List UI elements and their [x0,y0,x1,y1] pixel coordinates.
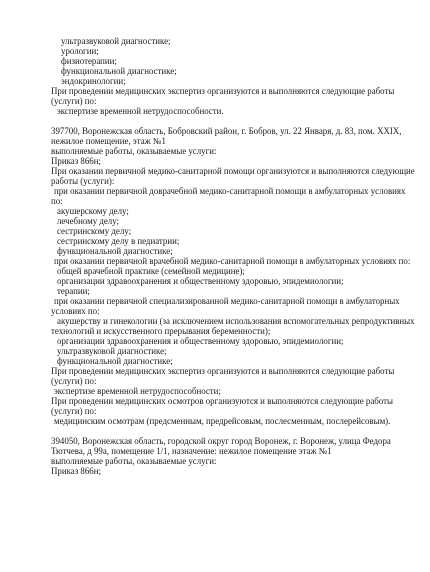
text-line: организации здравоохранения и общественному здоровью, эпидемиологии; [57,336,344,346]
text-line: сестринскому делу в педиатрии; [57,236,180,246]
text-line: 397700, Воронежская область, Бобровский район, г. Бобров, ул. 22 Января, д. 83, пом. XXIX, [51,126,402,136]
text-line: сестринскому делу; [57,226,132,236]
text-line: физиотерапии; [61,56,117,66]
text-line: акушерству и гинекологии (за исключением использования вспомогательных репродуктивных [57,316,415,326]
text-line: при оказании первичной доврачебной медико-санитарной помощи в амбулаторных условиях [54,186,406,196]
text-line: Приказ 866н; [51,466,101,476]
text-line: При оказании первичной медико-санитарной помощи организуются и выполняются следующие [51,166,415,176]
text-line: экспертизе временной нетрудоспособности; [54,386,221,396]
text-line: (услуги) по: [51,406,97,416]
text-line: общей врачебной практике (семейной медицине); [57,266,245,276]
text-line: При проведении медицинских осмотров организуются и выполняются следующие работы [51,396,393,406]
text-line: условиях по: [51,306,100,316]
text-line: эндокринологии; [61,76,126,86]
text-line: функциональной диагностике; [61,66,177,76]
text-line: технологий и искусственного прерывания беременности); [51,326,271,336]
text-line: При проведении медицинских экспертиз организуются и выполняются следующие работы [51,86,395,96]
text-line: организации здравоохранения и общественному здоровью, эпидемиологии; [57,276,344,286]
text-line: ультразвуковой диагностике; [57,346,167,356]
text-line: по: [51,196,63,206]
text-line: выполняемые работы, оказываемые услуги: [51,456,217,466]
text-line: медицинским осмотрам (предсменным, предрейсовым, послесменным, послерейсовым). [54,416,391,426]
text-line: урологии; [61,46,99,56]
text-line: ультразвуковой диагностике; [61,36,171,46]
text-line: (услуги) по: [51,376,97,386]
text-line: лечебному делу; [57,216,120,226]
text-line: экспертизе временной нетрудоспособности. [57,106,224,116]
text-line: при оказании первичной специализированной медико-санитарной помощи в амбулаторных [54,296,400,306]
text-line: терапии; [57,286,90,296]
text-line: работы (услуги): [51,176,115,186]
text-line: функциональной диагностике; [57,356,173,366]
text-line: При проведении медицинских экспертиз организуются и выполняются следующие работы [51,366,395,376]
text-line: Тютчева, д 99а, помещение 1/1, назначение: нежилое помещение этаж №1 [51,446,332,456]
text-line: выполняемые работы, оказываемые услуги: [51,146,217,156]
text-line: акушерскому делу; [57,206,129,216]
text-line: нежилое помещение, этаж №1 [51,136,166,146]
text-line: при оказании первичной врачебной медико-санитарной помощи в амбулаторных условиях по: [54,256,411,266]
text-line: Приказ 866н; [51,156,101,166]
text-line: (услуги) по: [51,96,97,106]
text-line: 394050, Воронежская область, городской округ город Воронеж, г. Воронеж, улица Федора [51,436,391,446]
text-line: функциональной диагностике; [57,246,173,256]
